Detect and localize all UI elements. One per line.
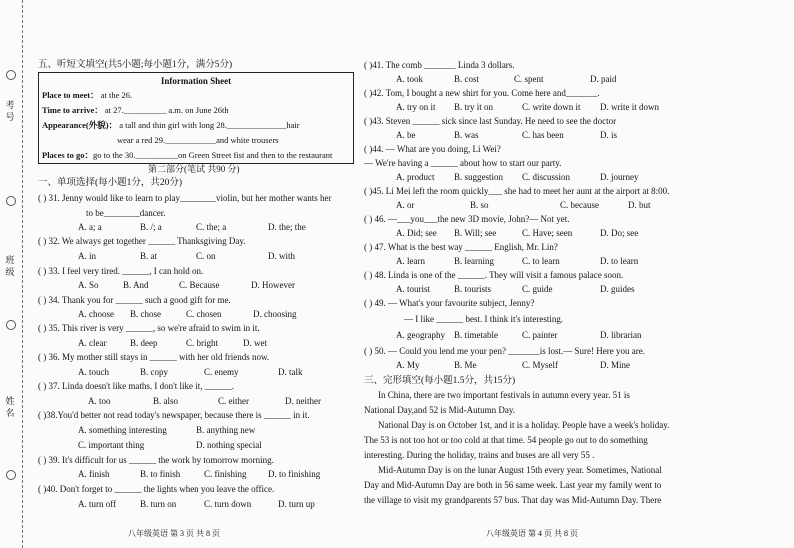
option: D. However [251, 280, 295, 290]
question-stem-cont: — I like ______ best. I think it's interesting. [404, 314, 564, 324]
binding-hole [6, 470, 16, 480]
option: C. because [560, 200, 599, 210]
option: D. paid [590, 74, 617, 84]
passage-line: National Day,and 52 is Mid-Autumn Day. [364, 405, 516, 415]
option: D. write it down [600, 102, 659, 112]
option: B. Will; see [454, 228, 497, 238]
option: D. to learn [600, 256, 639, 266]
option: D. to finishing [268, 469, 321, 479]
passage-line: The 53 is not too hot or too cold at that time. 54 people go out to do something [364, 435, 648, 445]
option: B. suggestion [454, 172, 504, 182]
passage-line: interesting. During the holiday, trains and buses are all very 55 . [364, 450, 595, 460]
option: C. finishing [204, 469, 247, 479]
question-stem: ( )42. Tom, I bought a new shirt for you. Come here and_______. [364, 88, 600, 98]
option: D. choosing [253, 309, 297, 319]
info-row: Appearance(外貌)： a tall and thin girl with long 28.______________hair [42, 120, 300, 130]
option: D. neither [285, 396, 321, 406]
info-row: Place to meet： at the 26. [42, 90, 133, 100]
option: A. or [396, 200, 415, 210]
info-row: wear a red 29.____________and white trousers [117, 135, 279, 145]
passage-line: In China, there are two important festivals in autumn every year. 51 is [378, 390, 630, 400]
option: D. Mine [600, 360, 630, 370]
binding-label: 班 [5, 255, 15, 265]
option: C. Because [179, 280, 220, 290]
option: A. Did; see [396, 228, 437, 238]
option: D. wet [243, 338, 267, 348]
section3-title: 三、完形填空(每小题1.5分，共15分) [364, 376, 516, 386]
option: B. deep [130, 338, 158, 348]
option: D. Do; see [600, 228, 639, 238]
passage-line: Day and Mid-Autumn Day are both in 56 same week. Last year my family went to [364, 480, 662, 490]
option: A. something interesting [78, 425, 167, 435]
option: D. journey [600, 172, 639, 182]
option: B. cost [454, 74, 480, 84]
option: C. turn down [204, 499, 252, 509]
option: A. touch [78, 367, 109, 377]
option: A. clear [78, 338, 107, 348]
option: A. be [396, 130, 416, 140]
question-stem: ( ) 36. My mother still stays in ______ with her old friends now. [38, 352, 270, 362]
option: B. try it on [454, 102, 494, 112]
option: B. so [470, 200, 489, 210]
passage-line: the village to visit my grandparents 57 bus. That day was Mid-Autumn Day. There [364, 495, 662, 505]
option: C. chosen [186, 309, 222, 319]
option: C. important thing [78, 440, 145, 450]
option: C. discussion [522, 172, 571, 182]
question-stem: ( )40. Don't forget to ______ the lights when you leave the office. [38, 484, 275, 494]
option: D. librarian [600, 330, 642, 340]
question-stem: ( )44. — What are you doing, Li Wei? [364, 144, 501, 154]
binding-label: 号 [5, 112, 15, 122]
option: C. Have; seen [522, 228, 573, 238]
option: D. but [628, 200, 651, 210]
option: A. tourist [396, 284, 431, 294]
option: A. took [396, 74, 423, 84]
page-footer-right: 八年级英语 第 4 页 共 8 页 [486, 529, 578, 538]
option: B. copy [140, 367, 168, 377]
question-stem: ( )38.You'd better not read today's newspaper, because there is ______ in it. [38, 410, 310, 420]
option: B. turn on [140, 499, 177, 509]
option: B. timetable [454, 330, 498, 340]
option: B. to finish [140, 469, 181, 479]
option: B. /; a [140, 222, 162, 232]
section5-title: 五、听短文填空(共5小题;每小题1分，满分5分) [38, 60, 233, 70]
option: C. spent [514, 74, 544, 84]
option: A. choose [78, 309, 114, 319]
info-sheet-title: Information Sheet [160, 76, 232, 86]
option: C. write down it [522, 102, 581, 112]
option: B. learning [454, 256, 494, 266]
option: A. So [78, 280, 99, 290]
option: B. And [123, 280, 149, 290]
passage-line: National Day is on October 1st, and it is a holiday. People have a week's holiday. [378, 420, 670, 430]
section1-title: 一、单项选择(每小题1分，共20分) [38, 178, 183, 188]
option: B. was [454, 130, 479, 140]
info-row: Places to go：go to the 30.__________on Green Street fist and then to the restaurant [42, 150, 333, 160]
option: A. turn off [78, 499, 117, 509]
option: C. on [196, 251, 216, 261]
question-stem: ( ) 37. Linda doesn't like maths. I don't like it, ______. [38, 381, 234, 391]
binding-hole [6, 320, 16, 330]
question-stem: ( )43. Steven ______ sick since last Sunday. He need to see the doctor [364, 116, 617, 126]
question-stem: ( ) 49. — What's your favourite subject, Jenny? [364, 298, 535, 308]
option: D. talk [278, 367, 303, 377]
option: A. too [88, 396, 111, 406]
option: D. the; the [268, 222, 306, 232]
option: A. in [78, 251, 96, 261]
question-stem: ( ) 50. — Could you lend me your pen? _______is lost.— Sure! Here you are. [364, 346, 645, 356]
option: D. is [600, 130, 618, 140]
information-sheet [38, 72, 354, 164]
binding-hole [6, 70, 16, 80]
option: C. enemy [204, 367, 239, 377]
part2-title: 第二部分(笔试 共90 分) [148, 164, 240, 174]
option: D. with [268, 251, 295, 261]
question-stem: ( )45. Li Mei left the room quickly___ she had to meet her aunt at the airport at 8:00. [364, 186, 670, 196]
option: A. try on it [396, 102, 436, 112]
question-stem: ( ) 33. I feel very tired. ______, I can hold on. [38, 266, 204, 276]
option: A. My [396, 360, 420, 370]
option: A. geography [396, 330, 445, 340]
option: C. the; a [196, 222, 227, 232]
option: C. bright [186, 338, 219, 348]
option: B. chose [130, 309, 161, 319]
option: B. tourists [454, 284, 492, 294]
question-stem: ( ) 35. This river is very ______, so we're afraid to swim in it. [38, 323, 260, 333]
binding-label: 级 [5, 267, 15, 277]
option: C. painter [522, 330, 558, 340]
passage-line: Mid-Autumn Day is on the lunar August 15th every year. Sometimes, National [378, 465, 662, 475]
question-stem: ( ) 31. Jenny would like to learn to play________violin, but her mother wants her [38, 193, 332, 203]
option: D. turn up [278, 499, 315, 509]
option: C. either [218, 396, 249, 406]
option: B. at [140, 251, 157, 261]
question-stem-cont: — We're having a ______ about how to start our party. [364, 158, 562, 168]
option: A. finish [78, 469, 110, 479]
question-stem: ( ) 46. —___you___the new 3D movie, John?— Not yet. [364, 214, 570, 224]
binding-label: 名 [5, 408, 15, 418]
page-footer-left: 八年级英语 第 3 页 共 8 页 [128, 529, 220, 538]
option: B. also [153, 396, 179, 406]
binding-label: 考 [5, 100, 15, 110]
question-stem: ( ) 47. What is the best way ______ English, Mr. Lin? [364, 242, 558, 252]
option: C. to learn [522, 256, 560, 266]
option: C. guide [522, 284, 553, 294]
info-row: Time to arrive： at 27.__________ a.m. on June 26th [42, 105, 229, 115]
question-stem: ( ) 34. Thank you for ______ such a good gift for me. [38, 295, 231, 305]
option: B. anything new [196, 425, 256, 435]
option: A. a; a [78, 222, 102, 232]
option: A. product [396, 172, 435, 182]
question-stem: ( ) 32. We always get together ______ Thanksgiving Day. [38, 236, 246, 246]
binding-label: 姓 [5, 396, 15, 406]
option: A. learn [396, 256, 425, 266]
question-stem: ( ) 39. It's difficult for us ______ the work by tomorrow morning. [38, 455, 274, 465]
question-stem: ( ) 48. Linda is one of the ______. They will visit a famous palace soon. [364, 270, 624, 280]
option: B. Me [454, 360, 477, 370]
option: D. nothing special [196, 440, 262, 450]
option: C. Myself [522, 360, 558, 370]
question-stem-cont: to be________dancer. [86, 208, 166, 218]
binding-hole [6, 196, 16, 206]
option: D. guides [600, 284, 635, 294]
binding-margin [0, 0, 23, 548]
option: C. has been [522, 130, 564, 140]
question-stem: ( )41. The comb _______ Linda 3 dollars. [364, 60, 515, 70]
